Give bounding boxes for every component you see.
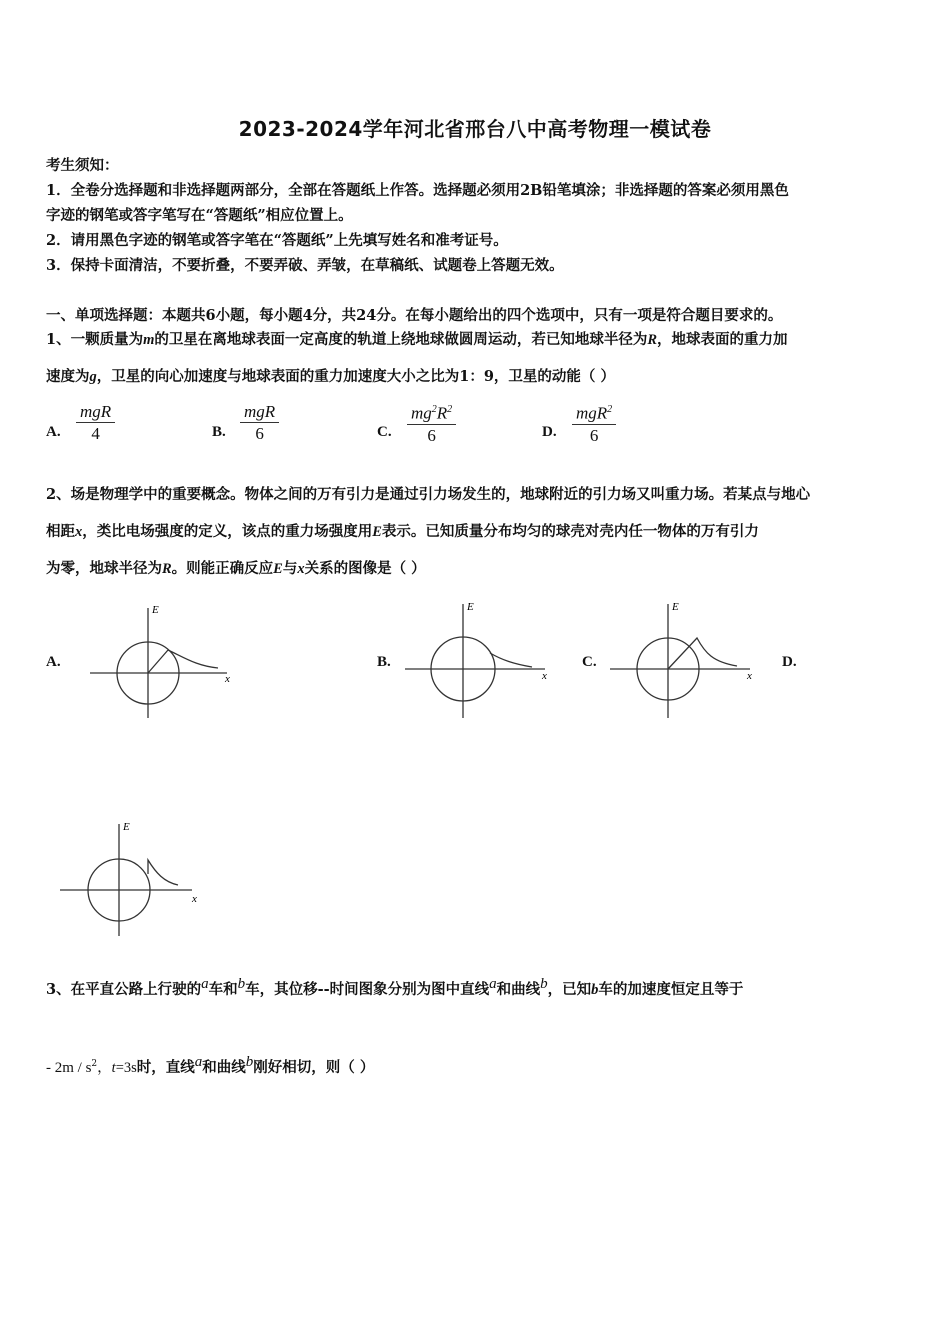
notice-item: 字迹的钢笔或答字笔写在“答题纸”相应位置上。 [46, 207, 353, 224]
graph-option-a[interactable] [85, 600, 240, 720]
axis-label-x: x [225, 673, 230, 685]
question-1-text: 1、一颗质量为m的卫星在离地球表面一定高度的轨道上绕地球做圆周运动，若已知地球半径为R，地球表面的重力加 [46, 331, 788, 348]
page-title: 2023-2024学年河北省邢台八中高考物理一模试卷 [238, 117, 712, 141]
notice-item: 1．全卷分选择题和非选择题两部分，全部在答题纸上作答。选择题必须用2B铅笔填涂；非选择题的答案必须用黑色 [46, 182, 789, 199]
option-c-formula[interactable]: $\frac{mg^2R^2}{6}$ [407, 400, 456, 447]
axis-label-e: E [152, 604, 159, 616]
axis-label-e: E [467, 601, 474, 613]
axis-label-x: x [747, 670, 752, 682]
question-1-text: 速度为g，卫星的向心加速度与地球表面的重力加速度大小之比为1：9，卫星的动能（ ） [46, 368, 615, 385]
graph-option-b[interactable] [400, 598, 555, 720]
e-curve [668, 638, 737, 669]
option-d-label[interactable]: D. [542, 424, 557, 440]
option-c-label[interactable]: C. [377, 424, 392, 440]
notice-heading: 考生须知： [46, 157, 119, 174]
e-curve [148, 650, 218, 673]
axis-label-x: x [542, 670, 547, 682]
notice-item: 3．保持卡面清洁，不要折叠，不要弄破、弄皱，在草稿纸、试题卷上答题无效。 [46, 257, 564, 274]
question-2-text: 2、场是物理学中的重要概念。物体之间的万有引力是通过引力场发生的，地球附近的引力场又叫重力场。若某点与地心 [46, 486, 811, 503]
axis-label-e: E [672, 601, 679, 613]
q2-option-d-label[interactable]: D. [782, 654, 797, 670]
graph-option-d[interactable] [56, 818, 208, 940]
option-a-formula[interactable]: mgR 4 [76, 402, 115, 445]
q2-option-a-label[interactable]: A. [46, 654, 61, 670]
q2-option-c-label[interactable]: C. [582, 654, 597, 670]
q2-option-b-label[interactable]: B. [377, 654, 391, 670]
graph-option-c[interactable] [605, 598, 760, 720]
question-2-text: 相距x，类比电场强度的定义，该点的重力场强度用E表示。已知质量分布均匀的球壳对壳内任一物体的万有引力 [46, 523, 759, 540]
axis-label-x: x [192, 893, 197, 905]
option-d-formula[interactable]: mgR$^2$ 6 [572, 400, 616, 447]
notice-item: 2．请用黑色字迹的钢笔或答字笔在“答题纸”上先填写姓名和准考证号。 [46, 232, 508, 249]
e-curve [490, 653, 532, 667]
section-heading: 一、单项选择题：本题共6小题，每小题4分，共24分。在每小题给出的四个选项中，只有一项是符合题目要求的。 [46, 307, 783, 324]
e-curve [148, 860, 178, 885]
question-2-text: 为零，地球半径为R。则能正确反应E与x关系的图像是（ ） [46, 560, 426, 577]
option-b-formula[interactable]: mgR 6 [240, 402, 279, 445]
option-a-label[interactable]: A. [46, 424, 61, 440]
question-3-text: 3、在平直公路上行驶的$^a$车和$^b$车，其位移--时间图象分别为图中直线$^a$和曲线$^b$，已知b车的加速度恒定且等于 [46, 976, 744, 998]
axis-label-e: E [123, 821, 130, 833]
question-3-text: - $2m / s^2$，t=3s时，直线$^a$和曲线$^b$刚好相切，则（ ） [46, 1054, 375, 1076]
option-b-label[interactable]: B. [212, 424, 226, 440]
